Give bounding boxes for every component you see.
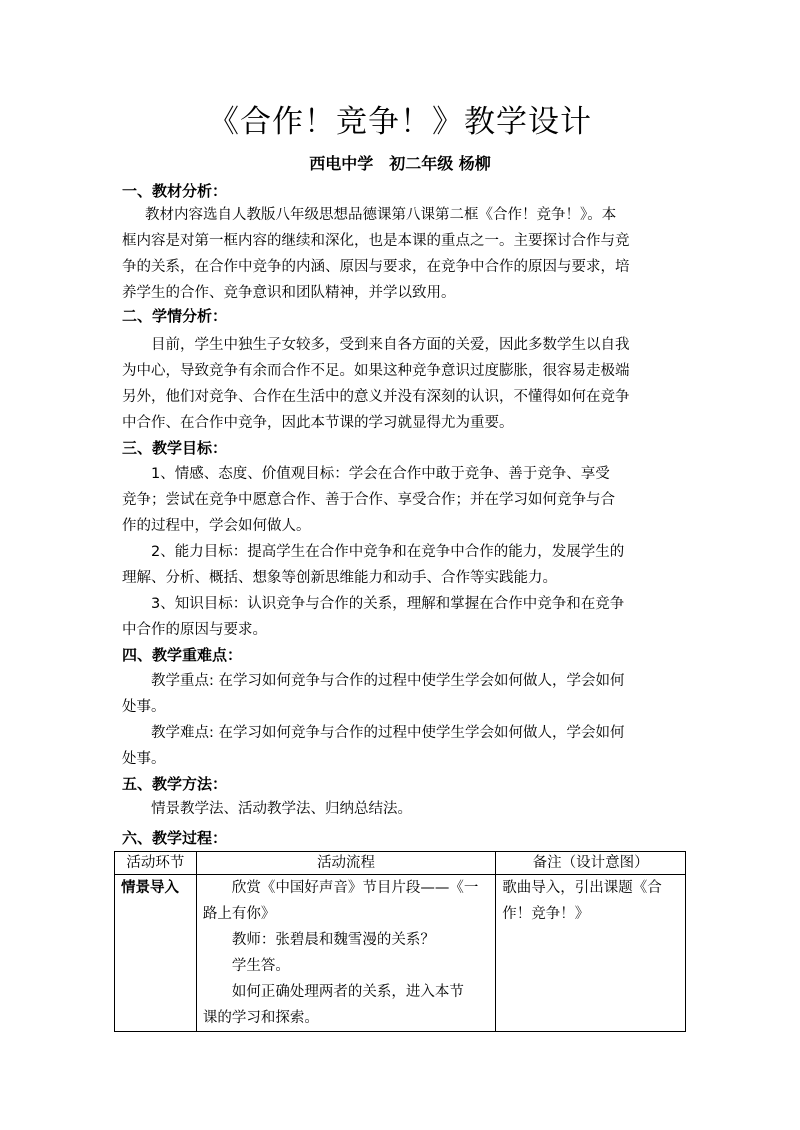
table-cell-note [496, 875, 686, 1032]
paragraph-line: 处事。 [122, 751, 166, 767]
table-header-row [115, 852, 686, 875]
table-header-cell: 活动流程 [196, 852, 495, 875]
table-header-cell: 备注（设计意图） [496, 852, 686, 875]
section-heading-key-points: 四、教学重难点： [122, 646, 243, 664]
flow-line: 路上有你》 [202, 906, 276, 922]
section-heading-materials: 一、教材分析： [122, 182, 228, 200]
table-header-cell: 活动环节 [115, 852, 197, 875]
process-table [114, 851, 686, 1032]
paragraph-line: 为中心，导致竞争有余而合作不足。如果这种竞争意识过度膨胀，很容易走极端 [122, 363, 630, 379]
paragraph-line: 中合作、在合作中竞争，因此本节课的学习就显得尤为重要。 [122, 415, 514, 431]
paragraph-line: 教材内容选自人教版八年级思想品德课第八课第二框《合作！竞争！》。本 [145, 207, 617, 223]
flow-line: 欣赏《中国好声音》节目片段——《一 [231, 880, 479, 896]
paragraph-line: 教学难点: 在学习如何竞争与合作的过程中使学生学会如何做人，学会如何 [151, 725, 625, 741]
flow-line: 如何正确处理两者的关系，进入本节 [231, 984, 464, 1000]
paragraph-line: 争的关系，在合作中竞争的内涵、原因与要求，在竞争中合作的原因与要求，培 [122, 259, 630, 275]
paragraph-line: 处事。 [122, 699, 166, 715]
paragraph-line: 目前，学生中独生子女较多，受到来自各方面的关爱，因此多数学生以自我 [151, 337, 630, 353]
paragraph-line: 框内容是对第一框内容的继续和深化，也是本课的重点之一。主要探讨合作与竞 [122, 233, 630, 249]
paragraph-line: 作的过程中，学会如何做人。 [122, 518, 311, 534]
section-heading-methods: 五、教学方法： [122, 775, 228, 793]
table-row [115, 875, 686, 1032]
note-line: 作！竞争！》 [502, 906, 590, 922]
paragraph-line: 3、知识目标：认识竞争与合作的关系，理解和掌握在合作中竞争和在竞争 [151, 596, 625, 612]
paragraph-line: 竞争；尝试在竞争中愿意合作、善于合作、享受合作；并在学习如何竞争与合 [122, 492, 615, 508]
note-line: 歌曲导入，引出课题《合 [502, 880, 662, 896]
document-title: 《合作！竞争！》教学设计 [208, 104, 592, 140]
paragraph-line: 1、情感、态度、价值观目标：学会在合作中敢于竞争、善于竞争、享受 [151, 466, 610, 482]
flow-line: 学生答。 [231, 958, 290, 974]
paragraph-line: 2、能力目标：提高学生在合作中竞争和在竞争中合作的能力，发展学生的 [151, 544, 625, 560]
section-heading-goals: 三、教学目标： [122, 439, 228, 457]
paragraph-line: 理解、分析、概括、想象等创新思维能力和动手、合作等实践能力。 [122, 570, 557, 586]
section-heading-students: 二、学情分析： [122, 307, 228, 325]
paragraph-line: 中合作的原因与要求。 [122, 622, 267, 638]
section-heading-process: 六、教学过程： [122, 829, 228, 847]
flow-line: 教师：张碧晨和魏雪漫的关系？ [231, 932, 435, 948]
table-cell-stage: 情景导入 [115, 875, 197, 1032]
flow-line: 课的学习和探索。 [202, 1010, 319, 1026]
paragraph-line: 养学生的合作、竞争意识和团队精神，并学以致用。 [122, 285, 456, 301]
table-cell-flow [196, 875, 495, 1032]
paragraph-line: 情景教学法、活动教学法、归纳总结法。 [151, 801, 412, 817]
document-subtitle: 西电中学 初二年级 杨柳 [309, 154, 491, 173]
paragraph-line: 另外，他们对竞争、合作在生活中的意义并没有深刻的认识，不懂得如何在竞争 [122, 389, 630, 405]
paragraph-line: 教学重点: 在学习如何竞争与合作的过程中使学生学会如何做人，学会如何 [151, 673, 625, 689]
